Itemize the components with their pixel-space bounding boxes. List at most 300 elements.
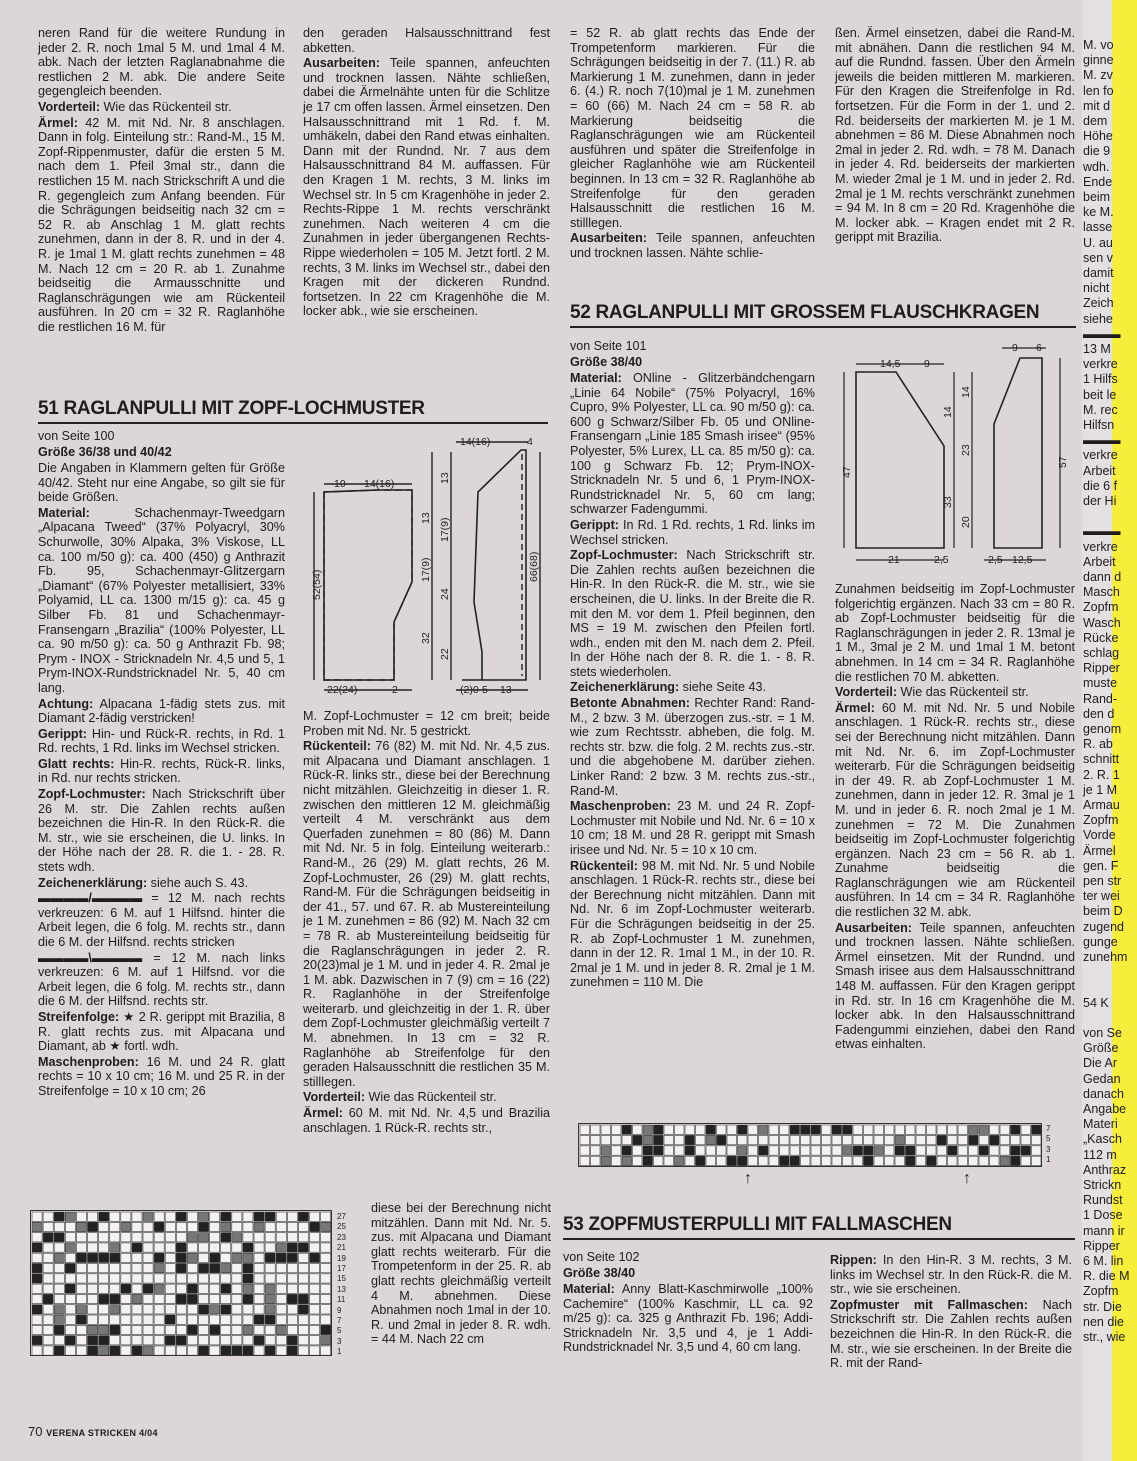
chart-cell [76,1284,86,1293]
chart-cell [298,1284,308,1293]
next-page-fragment: der Hi [1083,494,1117,508]
s51-para [38,461,285,505]
chart-cell [580,1135,590,1144]
chart-cell [265,1222,275,1231]
chart-cell [874,1135,884,1144]
s52b-label: Ärmel: [835,700,875,715]
chart-cell [811,1156,821,1165]
chart-cell [580,1125,590,1134]
chart-cell [121,1284,131,1293]
chart-cell [591,1156,601,1165]
chart-cell [769,1146,779,1155]
next-page-fragment: genom [1083,722,1122,736]
chart-cell [254,1212,264,1221]
chart-cell [99,1274,109,1283]
s51-text: ★ 2 R. gerippt mit Brazilia, 8 R. glatt rechts zus. mit Alpacana und Diamant, ab ★ fortl. wdh. [38,1009,285,1054]
chart-cell [154,1294,164,1303]
chart-cell [221,1305,231,1314]
d52-top-mid: 9 [924,358,930,370]
chart-cell [265,1253,275,1262]
chart-cell [54,1305,64,1314]
chart-cell [43,1305,53,1314]
chart-cell [210,1315,220,1324]
col1-label: Ärmel: [38,115,78,130]
chart-cell [321,1212,331,1221]
s51-label: Material: [38,505,90,520]
chart-cell [65,1233,75,1242]
chart-cell [88,1336,98,1345]
chart-cell [76,1294,86,1303]
chart-cell [727,1156,737,1165]
chart-cell [143,1233,153,1242]
s52-col3 [570,371,815,991]
chart-cell [321,1253,331,1262]
col2-text: den geraden Halsausschnittrand fest abketten. [303,26,550,55]
next-page-fragment: wdh. [1083,159,1110,174]
chart-cell [601,1125,611,1134]
next-page-fragment: ▬▬▬ [1083,326,1121,341]
chart-cell [54,1325,64,1334]
s51-label: Maschenproben: [38,1054,139,1069]
chart-cell [706,1156,716,1165]
s52-chart-row-numbers [1046,1124,1050,1166]
chart-cell [43,1274,53,1283]
chart-cell [88,1294,98,1303]
chart-cell [165,1284,175,1293]
d51-right-total: 66(68) [528,551,540,582]
d51-bottom-d: 5 [482,684,488,696]
col3-text: Teile spannen, anfeuchten und trocknen lassen. Nähte schlie- [570,231,815,260]
s53b-text: Nach Strickschrift str. Die Zahlen rechts außen bezeichnen die Hin-R. In den Rück-R. die M. str., wie sie erscheinen. In der Breite die R. mit der Rand- [830,1297,1072,1371]
chart-cell [254,1315,264,1324]
chart-cell [969,1135,979,1144]
next-page-fragment: die 6 f [1083,478,1118,493]
chart-cell [110,1325,120,1334]
next-page-fragment: Angabe [1083,1102,1127,1116]
chart-cell [654,1156,664,1165]
s53-col3 [563,1282,813,1356]
chart-cell [99,1222,109,1231]
chart-cell [738,1146,748,1155]
chart-cell [199,1315,209,1324]
chart-cell [276,1294,286,1303]
chart-cell [199,1325,209,1334]
chart-cell [99,1315,109,1324]
chart-cell [221,1325,231,1334]
chart-cell [232,1264,242,1273]
s52-label: Maschenproben: [570,799,671,814]
chart-cell [310,1294,320,1303]
chart-cell [254,1274,264,1283]
chart-cell [199,1284,209,1293]
chart-cell [287,1253,297,1262]
next-page-fragment: Armau [1083,798,1120,812]
s52-from: von Seite 101 [570,339,647,353]
chart-cell [298,1233,308,1242]
chart-cell [210,1305,220,1314]
chart-cell [664,1125,674,1134]
s51-from: von Seite 100 [38,429,115,443]
next-page-fragment: Zeich [1083,296,1114,311]
s51b-para [303,1090,550,1105]
d52-r-total: 57 [1057,456,1069,468]
chart-cell [895,1156,905,1165]
s53-para [563,1282,813,1355]
chart-cell [298,1325,308,1334]
chart-cell [88,1274,98,1283]
chart-cell [187,1222,197,1231]
chart-cell [199,1253,209,1262]
col2-para [303,56,550,319]
col1-para [38,100,285,115]
d52-bottom-a: 21 [888,554,900,566]
chart-cell [143,1212,153,1221]
chart-cell [132,1253,142,1262]
d51-side-b: 17(9) [420,557,432,582]
s52b-para [835,685,1075,700]
s52-text: Rechter Rand: Rand-M., 2 bzw. 3 M. überzogen zus.-str. = 1 M. wie zum Rechtsstr. abheben, die folg. M. rechts str. bzw. die folg. 2 M. rechts zus.-str. und die abgehobene M. darüber ziehen. Linker Rand: 2 bzw. 3 M. rechts zus.-str., Rand-M. [570,696,815,798]
next-page-fragment: mann ir [1083,1223,1125,1238]
chart-cell [110,1222,120,1231]
chart-cell [76,1274,86,1283]
chart-cell [243,1274,253,1283]
chart-cell [769,1156,779,1165]
section-52-title: 52 RAGLANPULLI MIT GROSSEM FLAUSCHKRAGEN [570,302,1076,328]
col1-text: 42 M. mit Nd. Nr. 8 anschlagen. Dann in folg. Einteilung str.: Rand-M., 15 M. Zopf-Rippenmuster, dafür die ersten 5 M. nach dem 1. Pfeil 3mal str., dann die restlichen 15 M. nach Strickschrift A und die R. gegengleich zum Anfang beenden. Für die Schrägungen beidseitig nach 32 cm = 52 R. ab Anschlag 1 M. glatt rechts zunehmen, dann in der 8. R. und in der 4. R. je 1mal 1 M. glatt rechts zunehmen = 48 M. Nach 12 cm = 20 R. ab 1. Zunahme beidseitig die Armausschnitte und Raglanschrägungen wie am Rückenteil ausführen. In 20 cm = 32 R. Raglanhöhe die restlichen 16 M. für [38,115,285,334]
chart-cell [65,1294,75,1303]
chart-cell [748,1125,758,1134]
chart-cell [199,1243,209,1252]
chart-cell [132,1284,142,1293]
chart-cell [906,1135,916,1144]
chart-cell [321,1315,331,1324]
chart-cell [110,1305,120,1314]
chart-cell [927,1125,937,1134]
chart-cell [210,1325,220,1334]
chart-cell [176,1264,186,1273]
d52-a: 14 [942,406,954,418]
chart-cell [143,1325,153,1334]
chart-cell [43,1212,53,1221]
chart-cell [143,1253,153,1262]
col4-para [835,26,1075,245]
s53b-para [830,1253,1072,1297]
col4-top [835,26,1075,246]
chart-cell [76,1305,86,1314]
col1-para [38,26,285,99]
chart-cell [121,1294,131,1303]
chart-cell [696,1156,706,1165]
next-page-fragment: R. ab [1083,737,1113,752]
chart-cell [885,1146,895,1155]
s52b-label: Ausarbeiten: [835,920,912,935]
next-page-fragment: Ripper [1083,1238,1120,1253]
chart-cell [864,1135,874,1144]
chart-cell [154,1325,164,1334]
chart-cell [254,1294,264,1303]
chart-cell [1011,1156,1021,1165]
chart-cell [916,1125,926,1134]
chart-cell [43,1325,53,1334]
chart-cell [276,1346,286,1355]
chart-cell [310,1284,320,1293]
chart-cell [298,1294,308,1303]
chart-cell [265,1243,275,1252]
col3-para [570,231,815,260]
next-page-fragment: M. rec [1083,402,1118,417]
chart-cell [65,1274,75,1283]
chart-cell [276,1274,286,1283]
chart-cell [276,1336,286,1345]
d51-side-a: 13 [420,512,432,524]
chart-cell [321,1222,331,1231]
chart-cell [287,1325,297,1334]
chart-cell [76,1243,86,1252]
chart-cell [154,1274,164,1283]
chart-cell [696,1125,706,1134]
chart-cell [210,1222,220,1231]
chart-cell [780,1146,790,1155]
chart-cell [1000,1156,1010,1165]
chart-cell [298,1315,308,1324]
chart-cell [864,1156,874,1165]
s52-para [570,799,815,857]
s51b-para [303,1106,550,1135]
chart-cell [99,1346,109,1355]
d51-left: 52(54) [311,569,323,600]
chart-cell [232,1325,242,1334]
chart-cell [121,1305,131,1314]
chart-cell [790,1125,800,1134]
chart-cell [76,1264,86,1273]
chart-cell [43,1315,53,1324]
chart-cell [32,1294,42,1303]
next-page-fragment: ▬▬▬ [1083,524,1121,539]
chart-cell [210,1264,220,1273]
chart-cell [916,1146,926,1155]
col2-para [303,26,550,55]
chart-cell [832,1146,842,1155]
chart-cell [88,1253,98,1262]
page-footer [28,1424,158,1439]
chart-cell [706,1125,716,1134]
chart-cell [927,1135,937,1144]
next-page-fragment: je 1 M [1083,782,1118,797]
chart-cell [99,1305,109,1314]
next-page-fragment: M. vo [1083,38,1114,52]
chart-cell [979,1146,989,1155]
d52-r2: 23 [960,444,972,456]
s51b-label: Vorderteil: [303,1090,366,1105]
chart-cell [601,1135,611,1144]
chart-cell [121,1243,131,1252]
chart-row-number: 9 [337,1305,342,1315]
chart-cell [121,1346,131,1355]
chart-row-number: 13 [337,1284,346,1294]
chart-cell [221,1222,231,1231]
chart-cell [748,1156,758,1165]
chart-cell [232,1346,242,1355]
chart-cell [287,1222,297,1231]
chart-cell [801,1135,811,1144]
s51b-para [303,739,550,1089]
chart-cell [276,1284,286,1293]
chart-cell [874,1146,884,1155]
chart-cell [265,1325,275,1334]
chart-cell [54,1294,64,1303]
chart-cell [121,1253,131,1262]
chart-cell [165,1233,175,1242]
chart-cell [727,1125,737,1134]
chart-cell [210,1212,220,1221]
chart-cell [187,1253,197,1262]
chart-cell [885,1135,895,1144]
chart-cell [822,1125,832,1134]
chart-cell [685,1135,695,1144]
next-page-fragment: beim [1083,190,1111,204]
chart-cell [76,1315,86,1324]
chart-cell [287,1294,297,1303]
chart-row-number: 15 [337,1274,346,1284]
chart-cell [958,1156,968,1165]
s53-col4 [830,1253,1072,1372]
chart-cell [165,1294,175,1303]
s51-para [38,757,285,786]
chart-cell [254,1253,264,1262]
s53-from: von Seite 102 [563,1250,640,1264]
s51-col2 [303,709,550,1136]
next-page-fragment: 54 K [1083,995,1109,1010]
chart-cell [99,1212,109,1221]
s51-label: Zeichenerklärung: [38,875,148,890]
s51-size: Größe 36/38 und 40/42 [38,445,172,459]
chart-cell [99,1233,109,1242]
chart-cell [176,1253,186,1262]
s52-para [570,859,815,990]
s51-knitting-chart [30,1210,332,1356]
chart-cell [199,1305,209,1314]
d51-top-mid: 14(16) [364,478,395,490]
col1-text: Wie das Rückenteil str. [100,99,232,114]
s52b-para [835,582,1075,684]
chart-cell [1032,1135,1042,1144]
chart-cell [254,1222,264,1231]
next-page-fragment: Rand- [1083,691,1118,706]
chart-cell [685,1125,695,1134]
chart-cell [853,1125,863,1134]
next-page-fragment: Masch [1083,585,1120,600]
chart-cell [110,1284,120,1293]
next-page-fragment: Gedan [1083,1071,1121,1086]
chart-cell [321,1294,331,1303]
chart-cell [937,1125,947,1134]
s51-col2-narrow: diese bei der Berechnung nicht mitzählen. Dann mit Nd. Nr. 5. zus. mit Alpacana und Diamant glatt rechts weiterarb. Für die Trompetenform in der 25. R. ab glatt rechts gleichmäßig verteilt 4 M. abnehmen. Diese Abnahmen noch 1mal in der 10. R. und 2mal in jeder 8. R. wdh. = 44 M. Nach 22 cm [371,1201,551,1347]
chart-cell [633,1156,643,1165]
chart-cell [1032,1146,1042,1155]
chart-cell [675,1125,685,1134]
chart-cell [321,1243,331,1252]
d51-right-a: 13 [439,472,451,484]
chart-cell [154,1315,164,1324]
chart-cell [843,1135,853,1144]
chart-cell [843,1146,853,1155]
chart-cell [88,1305,98,1314]
chart-cell [176,1212,186,1221]
chart-cell [832,1135,842,1144]
chart-cell [895,1135,905,1144]
chart-cell [88,1222,98,1231]
chart-cell [643,1146,653,1155]
chart-cell [32,1315,42,1324]
next-page-fragment: Hilfsn [1083,418,1115,432]
col3-text: = 52 R. ab glatt rechts das Ende der Trompetenform markieren. Für die Schrägungen beidseitig in der 7. (11.) R. ab Markierung 1 M. zunehmen, dann in jeder 6. (4.) R. noch 7(10)mal je 1 M. zunehmen = 60 (66) M. Nach 24 cm = 58 R. ab Markierung beidseitig die Raglanschrägungen wie am Rückenteil ausführen und später die Streifenfolge in gleicher Raglanhöhe wie am Rückenteil beginnen. In 13 cm = 32 R. Raglanhöhe ab Streifenfolge für den geraden Halsausschnitt die restlichen 16 M. stilllegen. [570,26,815,230]
chart-cell [298,1222,308,1231]
chart-cell [895,1146,905,1155]
chart-cell [287,1315,297,1324]
d52-left: 47 [841,466,853,478]
next-page-fragment: nen die [1083,1314,1125,1329]
chart-cell [32,1264,42,1273]
chart-cell [1021,1135,1031,1144]
chart-cell [154,1233,164,1242]
chart-cell [165,1212,175,1221]
s51-text: Die Angaben in Klammern gelten für Größe 40/42. Steht nur eine Angabe, so gilt sie für beide Größen. [38,461,285,505]
chart-row-number: 19 [337,1253,346,1263]
s51-para [38,787,285,875]
next-page-fragment: zugend [1083,919,1125,934]
chart-cell [187,1305,197,1314]
next-page-fragment: Vorde [1083,828,1116,843]
chart-cell [287,1233,297,1242]
chart-cell [969,1156,979,1165]
s52b-para [835,701,1075,920]
chart-cell [265,1274,275,1283]
chart-cell [979,1156,989,1165]
chart-cell [321,1233,331,1242]
next-page-fragment: mit d [1083,98,1111,113]
chart-cell [990,1135,1000,1144]
chart-cell [276,1264,286,1273]
chart-cell [154,1212,164,1221]
chart-cell [176,1294,186,1303]
chart-cell [811,1135,821,1144]
next-page-fragment: 112 m [1083,1147,1117,1162]
chart-cell [801,1156,811,1165]
s52-label: Rückenteil: [570,858,638,873]
chart-cell [321,1274,331,1283]
chart-cell [780,1125,790,1134]
next-page-fragment: ▬▬▬ [1083,433,1121,448]
chart-cell [32,1212,42,1221]
s51-schematic-diagram [296,432,552,702]
chart-cell [110,1274,120,1283]
chart-cell [948,1135,958,1144]
d51-top-left: 10 [334,478,346,490]
chart-cell [232,1233,242,1242]
next-page-fragment: 13 M [1083,342,1111,356]
chart-cell [243,1212,253,1221]
chart-cell [221,1233,231,1242]
col1-text: neren Rand für die weitere Rundung in jeder 2. R. noch 1mal 5 M. und 1mal 4 M. abk. Nach der letzten Raglanabnahme die restlichen 2 M. abk. Die andere Seite gegengleich beenden. [38,26,285,99]
chart-cell [221,1253,231,1262]
next-page-fragment: M. zv [1083,68,1113,83]
chart-cell [154,1305,164,1314]
chart-cell [254,1305,264,1314]
chart-cell [748,1146,758,1155]
s51-text: Nach Strickschrift über 26 M. str. Die Zahlen rechts außen bezeichnen die Hin-R. In den Rück-R. die M. str., wie sie erscheinen, die U. links. In der Höhe nach der 28. R. die 1. - 28. R. stets wdh. [38,787,285,875]
chart-cell [54,1346,64,1355]
chart-cell [759,1135,769,1144]
